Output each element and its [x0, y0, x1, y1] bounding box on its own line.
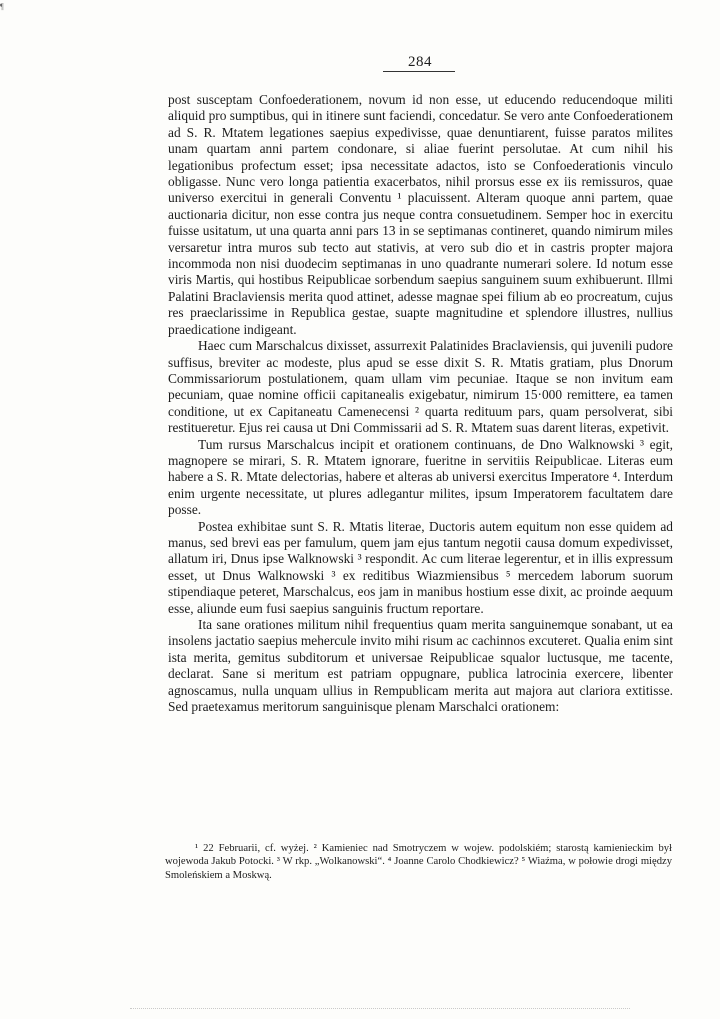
- corner-mark: ¶: [0, 2, 4, 11]
- scan-artifact-line: [130, 1008, 630, 1010]
- page-number-rule: [383, 71, 455, 72]
- main-text: [168, 92, 673, 715]
- paragraph: Postea exhibitae sunt S. R. Mtatis literae, Ductoris autem equitum non esse quidem ad manus, sed brevi eas per famulum, quem jam ejus tantum negotii causa domum expedivisset, allatum iri, Dnus ipse Walknowski ³ respondit. Ac cum literae legerentur, et in illis expressum esset, ut Dnus Walknowski ³ ex reditibus Wiazmiensibus ⁵ mercedem laborum suorum stipendiaque peteret, Marschalcus, eos jam in manibus hostium esse dixit, ac proinde aequum esse, aliunde eum fusi saepius sanguinis fructum reportare.: [168, 518, 673, 616]
- paragraph: Haec cum Marschalcus dixisset, assurrexit Palatinides Braclaviensis, qui juvenili pudore suffisus, breviter ac modeste, plus apud se esse dixit S. R. Mtatis gratiam, plus Dnorum Commissariorum postulationem, quam ullam vim pecuniae. Itaque se non invitum eam pecuniam, quae nomine officii capitanealis exigebatur, nimirum 15·000 remittere, ea tamen conditione, ut ex Capitaneatu Camenecensi ² quarta redituum pars, quam persolverat, sibi restitueretur. Ejus rei causa ut Dni Commissarii ad S. R. Mtatem suas darent literas, expetivit.: [168, 338, 673, 436]
- page-number: 284: [408, 54, 432, 70]
- footnote-text: ¹ 22 Februarii, cf. wyżej. ² Kamieniec nad Smotryczem w wojew. podolskiém; starostą kamienieckim był wojewoda Jakub Potocki. ³ W rkp. „Wolkanowski“. ⁴ Joanne Carolo Chodkiewicz? ⁵ Wiaźma, w połowie drogi między Smoleńskiem a Moskwą.: [165, 843, 672, 881]
- paragraph: Tum rursus Marschalcus incipit et orationem continuans, de Dno Walknowski ³ egit, magnopere se mirari, S. R. Mtatem ignorare, fueritne in servitiis Reipublicae. Literas eum habere a S. R. Mtate delectorias, habere et alteras ab universi exercitus Imperatore ⁴. Interdum enim urgente necessitate, ut plures adlegantur milites, ipsum Imperatorem facultatem dare posse.: [168, 436, 673, 518]
- paragraph: post susceptam Confoederationem, novum id non esse, ut educendo reducendoque militi aliquid pro sumptibus, qui in itinere sunt faciendi, concedatur. Se vero ante Confoederationem ad S. R. Mtatem legationes saepius expedivisse, quae denuntiarent, fuisse paratos milites unam quartam anni partem condonare, si aliae fuerint persolutae. At cum nihil his legationibus profectum esset; ipsa necessitate adactos, isto se Confoederationis vinculo obligasse. Nunc vero longa patientia exacerbatos, nihil prorsus esse ex iis remissuros, quae universo exercitui in generali Conventu ¹ placuissent. Alteram quoque anni partem, quae auctionaria dicitur, non esse contra jus neque contra consuetudinem. Semper hoc in exercitu fuisse usitatum, ut una quarta anni pars 13 in se septimanas contineret, quando nimirum miles versaretur intra muros sub tecto aut stativis, at vero sub dio et in castris propter majora incommoda non nisi duodecim septimanas in uno quadrante numerari solere. Id notum esse viris Martis, qui hostibus Reipublicae sorbendum saepius sanguinem suum exhibuerunt. Illmi Palatini Braclaviensis merita quod attinet, adesse magnae spei filium ab eo procreatum, cujus res praeclarissime in Republica gestae, suapte magnitudine et splendore illustres, nullius praedicatione indigeant.: [168, 92, 673, 337]
- footnotes: [165, 842, 672, 882]
- paragraph: Ita sane orationes militum nihil frequentius quam merita sanguinemque sonabant, ut ea insolens jactatio saepius mehercule invito mihi risum ac cachinnos excuteret. Qualia enim sint ista merita, gemitus subditorum et universae Reipublicae squalor luctusque, me tacente, declarat. Sane si meritum est patriam oppugnare, publica latrocinia exercere, libenter agnoscamus, nulla unquam ullius in Rempublicam merita aut majora aut clariora extitisse. Sed praetexamus meritorum sanguinisque plenam Marschalci orationem:: [168, 617, 673, 715]
